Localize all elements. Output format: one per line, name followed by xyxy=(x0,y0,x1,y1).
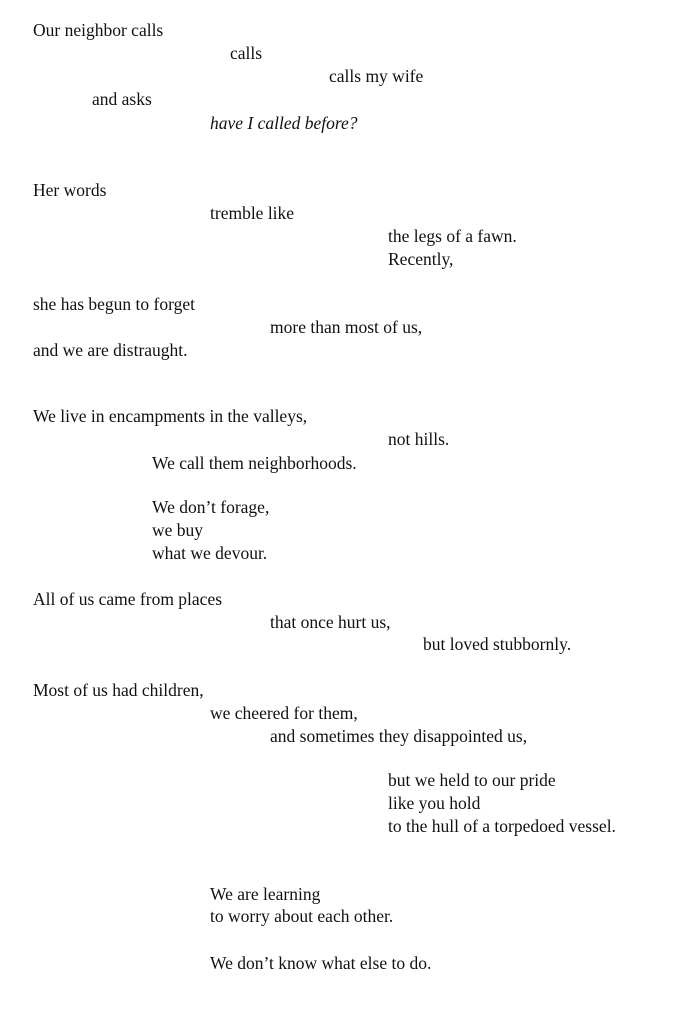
poem-line: Our neighbor calls xyxy=(33,20,164,40)
poem-line: We call them neighborhoods. xyxy=(152,453,357,473)
poem-line: that once hurt us, xyxy=(270,612,391,632)
poem-line-italic: have I called before? xyxy=(210,113,358,133)
poem-line: tremble like xyxy=(210,203,295,223)
poem-line: We don’t forage, xyxy=(152,497,270,517)
poem-line: and asks xyxy=(92,89,152,109)
poem-line: calls my wife xyxy=(329,66,424,86)
poem-line: not hills. xyxy=(388,429,450,449)
poem-line: and we are distraught. xyxy=(33,340,188,360)
poem-line: more than most of us, xyxy=(270,317,423,337)
poem-line: and sometimes they disappointed us, xyxy=(270,726,528,746)
poem-line: Most of us had children, xyxy=(33,680,204,700)
poem-line: like you hold xyxy=(388,793,481,813)
poem-line: All of us came from places xyxy=(33,589,223,609)
poem-line: We are learning xyxy=(210,884,321,904)
poem-line: she has begun to forget xyxy=(33,294,196,314)
poem-line: Her words xyxy=(33,180,107,200)
poem-line: Recently, xyxy=(388,249,454,269)
poem-line: to the hull of a torpedoed vessel. xyxy=(388,816,616,836)
poem-line: the legs of a fawn. xyxy=(388,226,517,246)
poem-line: We don’t know what else to do. xyxy=(210,953,432,973)
poem-line: calls xyxy=(230,43,263,63)
poem-line: We live in encampments in the valleys, xyxy=(33,406,308,426)
poem-line: we buy xyxy=(152,520,204,540)
poem-line: what we devour. xyxy=(152,543,268,563)
poem-line: we cheered for them, xyxy=(210,703,358,723)
poem-line: but loved stubbornly. xyxy=(423,634,572,654)
poem-line: to worry about each other. xyxy=(210,906,394,926)
poem-line: but we held to our pride xyxy=(388,770,556,790)
